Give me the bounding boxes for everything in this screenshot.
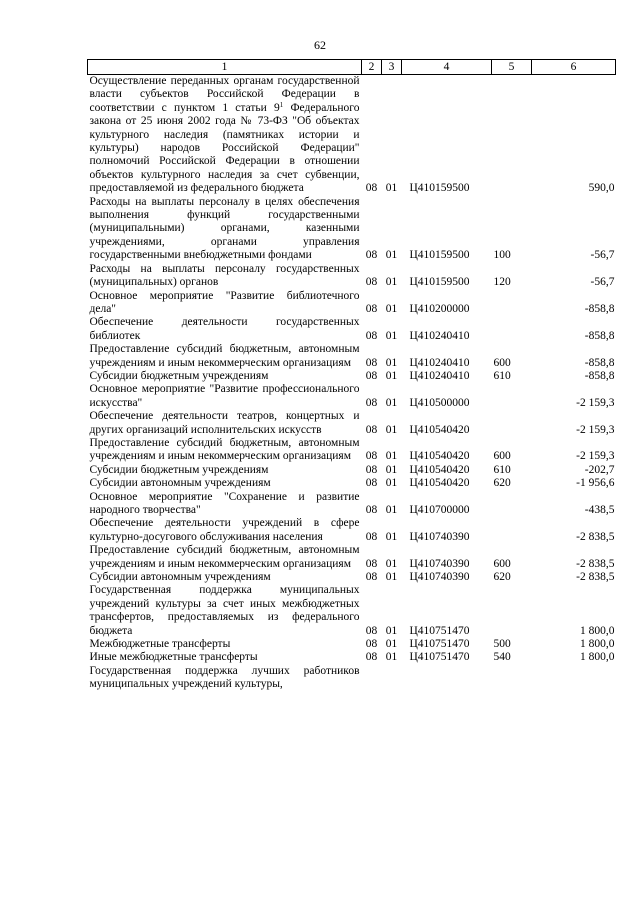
row-target-article: Ц410240410: [409, 329, 470, 342]
row-section: 08: [365, 477, 378, 490]
table-row: [88, 196, 616, 263]
row-target-article: Ц410200000: [409, 302, 470, 315]
row-amount: 590,0: [588, 182, 615, 195]
table-row: [88, 290, 616, 317]
row-section: 08: [365, 571, 378, 584]
row-expense-type: 500: [493, 638, 511, 651]
row-target-article: Ц410540420: [409, 450, 470, 463]
header-col-5: 5: [492, 60, 532, 75]
row-description: Субсидии автономным учреждениям: [89, 571, 271, 584]
row-subsection: 01: [385, 369, 398, 382]
row-section: 08: [365, 356, 378, 369]
row-amount: -2 838,5: [576, 530, 615, 543]
row-description: Предоставление субсидий бюджетным, автономным учреждениям и иным некоммерческим организациям: [89, 544, 360, 570]
row-target-article: Ц410159500: [409, 182, 470, 195]
row-description: Предоставление субсидий бюджетным, автономным учреждениям и иным некоммерческим организациям: [89, 436, 360, 463]
row-expense-type: 620: [493, 571, 511, 584]
row-section: 08: [365, 423, 378, 436]
row-subsection: 01: [385, 276, 398, 289]
row-target-article: Ц410540420: [409, 423, 470, 436]
table-row: [88, 343, 616, 370]
header-col-3: 3: [382, 60, 402, 75]
row-expense-type: [492, 75, 532, 196]
row-section: 08: [365, 624, 378, 637]
row-subsection: 01: [385, 329, 398, 342]
row-description: Основное мероприятие "Развитие библиотечного дела": [89, 289, 360, 315]
row-subsection: 01: [385, 356, 398, 369]
table-row: [88, 464, 616, 477]
table-row: [88, 437, 616, 464]
row-subsection: 01: [385, 571, 398, 584]
row-description: Межбюджетные трансферты: [89, 638, 231, 651]
row-subsection: 01: [385, 624, 398, 637]
row-amount: -858,8: [584, 302, 615, 315]
row-description: Основное мероприятие "Развитие профессионального искусства": [89, 383, 360, 409]
row-target-article: Ц410540420: [409, 477, 470, 490]
row-description: Основное мероприятие "Сохранение и развитие народного творчества": [89, 490, 360, 516]
row-amount: 1 800,0: [580, 638, 615, 651]
row-expense-type: 600: [493, 557, 511, 570]
row-section: 08: [365, 302, 378, 315]
row-amount: -2 159,3: [576, 450, 615, 463]
row-section: 08: [365, 504, 378, 516]
row-section: 08: [365, 182, 378, 195]
row-description: Субсидии бюджетным учреждениям: [89, 369, 269, 382]
table-row: [88, 638, 616, 651]
row-section: 08: [365, 651, 378, 664]
row-expense-type: [492, 491, 532, 518]
row-target-article: Ц410700000: [409, 504, 470, 516]
row-description: Осуществление переданных органам государственной власти субъектов Российской Федерации в соответствии с пунктом 1 статьи $9^1$ Федерального закона от 25 июня 2002 года № 73-ФЗ "Об объектах культурного наследия (памятниках истории и культуры) народов Российской Федерации" полномочий Российской Федерации в отношении объектов культурного наследия за счет субвенции, предоставляемой из федерального бюджета: [89, 75, 360, 195]
row-section: 08: [365, 249, 378, 262]
row-subsection: 01: [385, 477, 398, 490]
row-expense-type: 600: [493, 450, 511, 463]
row-subsection: 01: [385, 302, 398, 315]
table-row: [88, 477, 616, 490]
row-amount: -202,7: [584, 463, 615, 476]
row-description: Расходы на выплаты персоналу в целях обеспечения выполнения функций государственными (муниципальными) органами, казенными учреждениями, органами управления государственными внебюджетными фондами: [89, 195, 360, 262]
row-target-article: Ц410740390: [409, 557, 470, 570]
row-subsection: 01: [385, 557, 398, 570]
row-expense-type: 610: [493, 463, 511, 476]
row-expense-type: [492, 383, 532, 410]
row-target-article: Ц410740390: [409, 530, 470, 543]
row-description: Расходы на выплаты персоналу государственных (муниципальных) органов: [89, 262, 360, 289]
row-target-article: Ц410751470: [409, 624, 470, 637]
row-section: 08: [365, 463, 378, 476]
row-subsection: 01: [385, 530, 398, 543]
row-target-article: Ц410240410: [409, 356, 470, 369]
row-section: [362, 665, 382, 692]
row-subsection: 01: [385, 463, 398, 476]
row-description: Иные межбюджетные трансферты: [89, 651, 258, 664]
header-col-1: 1: [88, 60, 362, 75]
table-body: [88, 75, 616, 692]
row-target-article: Ц410159500: [409, 249, 470, 262]
table-row: [88, 571, 616, 584]
row-amount: -2 159,3: [576, 423, 615, 436]
row-subsection: 01: [385, 638, 398, 651]
row-amount: -56,7: [590, 249, 615, 262]
table-row: [88, 491, 616, 518]
row-expense-type: 600: [493, 356, 511, 369]
row-expense-type: 100: [493, 249, 511, 262]
row-section: 08: [365, 369, 378, 382]
row-target-article: Ц410751470: [409, 651, 470, 664]
row-description: Предоставление субсидий бюджетным, автономным учреждениям и иным некоммерческим организациям: [89, 343, 360, 369]
page-number: 62: [314, 38, 326, 52]
row-amount: -858,8: [584, 329, 615, 342]
row-subsection: 01: [385, 396, 398, 409]
row-expense-type: 120: [493, 276, 511, 289]
row-subsection: 01: [385, 450, 398, 463]
row-description: Государственная поддержка лучших работников муниципальных учреждений культуры,: [89, 664, 360, 691]
row-expense-type: 540: [493, 651, 511, 664]
row-section: 08: [365, 329, 378, 342]
row-target-article: Ц410540420: [409, 463, 470, 476]
row-expense-type: 620: [493, 477, 511, 490]
row-target-article: Ц410240410: [409, 369, 470, 382]
row-subsection: 01: [385, 504, 398, 516]
row-target-article: Ц410751470: [409, 638, 470, 651]
row-target-article: [402, 665, 492, 692]
row-target-article: Ц410500000: [409, 396, 470, 409]
header-col-4: 4: [402, 60, 492, 75]
row-amount: 1 800,0: [580, 651, 615, 664]
footnote-superscript: 1: [279, 100, 284, 109]
row-description: Государственная поддержка муниципальных учреждений культуры за счет иных межбюджетных трансфертов, предоставляемых из федерального бюджета: [89, 584, 360, 637]
row-description: Субсидии бюджетным учреждениям: [89, 463, 269, 476]
row-section: 08: [365, 396, 378, 409]
row-subsection: 01: [385, 249, 398, 262]
row-section: 08: [365, 557, 378, 570]
row-section: 08: [365, 530, 378, 543]
row-subsection: 01: [385, 651, 398, 664]
table-row: [88, 75, 616, 196]
row-expense-type: [492, 290, 532, 317]
row-amount: -438,5: [584, 504, 615, 516]
row-section: 08: [365, 638, 378, 651]
row-amount: [532, 665, 616, 692]
table-row: [88, 370, 616, 383]
row-description: Обеспечение деятельности театров, концертных и других организаций исполнительских искусств: [89, 410, 360, 436]
row-expense-type: [492, 665, 532, 692]
table-row: [88, 665, 616, 692]
row-section: 08: [365, 276, 378, 289]
row-subsection: [382, 665, 402, 692]
row-expense-type: [492, 316, 532, 343]
table-row: [88, 517, 616, 544]
budget-table: [87, 59, 616, 692]
row-expense-type: [492, 584, 532, 638]
row-expense-type: [492, 410, 532, 437]
row-amount: -1 956,6: [576, 477, 615, 490]
row-target-article: Ц410740390: [409, 571, 470, 584]
header-col-2: 2: [362, 60, 382, 75]
row-subsection: 01: [385, 423, 398, 436]
row-amount: -56,7: [590, 276, 615, 289]
row-description: Обеспечение деятельности учреждений в сфере культурно-досугового обслуживания населения: [89, 517, 360, 543]
row-amount: 1 800,0: [580, 624, 615, 637]
row-description: Обеспечение деятельности государственных библиотек: [89, 316, 360, 342]
table-row: [88, 383, 616, 410]
table-row: [88, 584, 616, 638]
table-row: [88, 316, 616, 343]
row-section: 08: [365, 450, 378, 463]
row-amount: -2 838,5: [576, 571, 615, 584]
table-header-row: [88, 60, 616, 75]
row-subsection: 01: [385, 182, 398, 195]
row-expense-type: [492, 517, 532, 544]
table-row: [88, 544, 616, 571]
table-row: [88, 410, 616, 437]
row-target-article: Ц410159500: [409, 276, 470, 289]
row-amount: -2 838,5: [576, 557, 615, 570]
row-description: Субсидии автономным учреждениям: [89, 477, 271, 490]
row-amount: -2 159,3: [576, 396, 615, 409]
table-row: [88, 263, 616, 290]
table-row: [88, 651, 616, 664]
row-amount: -858,8: [584, 356, 615, 369]
row-expense-type: 610: [493, 369, 511, 382]
row-amount: -858,8: [584, 369, 615, 382]
header-col-6: 6: [532, 60, 616, 75]
